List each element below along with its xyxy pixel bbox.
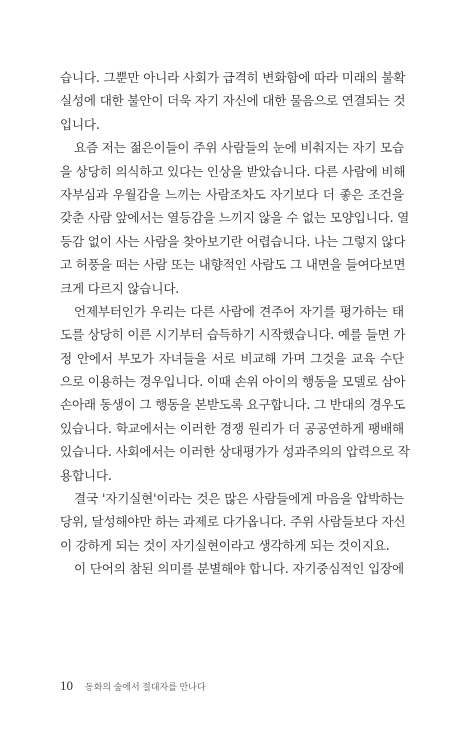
running-title: 동화의 숲에서 절대자를 만나다 bbox=[85, 682, 206, 692]
text-line: 언제부터인가 우리는 다른 사람에 견주어 자기를 평가하는 태 bbox=[74, 303, 404, 319]
text-line: 크게 다르지 않습니다. bbox=[60, 280, 180, 296]
text-line: 이 단어의 참된 의미를 분별해야 합니다. 자기중심적인 입장에 bbox=[74, 561, 404, 577]
text-line: 갖춘 사람 앞에서는 열등감을 느끼지 않을 수 없는 모양입니다. 열 bbox=[60, 210, 410, 226]
text-line: 있습니다. 사회에서는 이러한 상대평가가 성과주의의 압력으로 작 bbox=[60, 444, 410, 460]
text-line: 실성에 대한 불안이 더욱 자기 자신에 대한 물음으로 연결되는 것 bbox=[60, 93, 406, 109]
page-number: 10 bbox=[60, 678, 73, 693]
text-line: 당위, 달성해야만 하는 과제로 다가옵니다. 주위 사람들보다 자신 bbox=[60, 514, 406, 530]
text-line: 을 상당히 의식하고 있다는 인상을 받았습니다. 다른 사람에 비해 bbox=[60, 163, 406, 179]
text-line: 이 강하게 되는 것이 자기실현이라고 생각하게 되는 것이지요. bbox=[60, 537, 390, 553]
text-line: 도를 상당히 이른 시기부터 습득하기 시작했습니다. 예를 들면 가 bbox=[60, 327, 406, 343]
text-line: 용합니다. bbox=[60, 467, 112, 483]
text-line: 입니다. bbox=[60, 116, 100, 132]
text-line: 결국 '자기실현'이라는 것은 많은 사람들에게 마음을 압박하는 bbox=[74, 491, 404, 507]
text-line: 자부심과 우월감을 느끼는 사람조차도 자기보다 더 좋은 조건을 bbox=[60, 186, 404, 202]
body-text bbox=[60, 66, 410, 581]
text-line: 습니다. 그뿐만 아니라 사회가 급격히 변화함에 따라 미래의 불확 bbox=[60, 70, 406, 85]
text-line: 으로 이용하는 경우입니다. 이때 손위 아이의 행동을 모델로 삼아 bbox=[60, 374, 406, 390]
text-line: 고 허풍을 떠는 사람 또는 내향적인 사람도 그 내면을 들여다보면 bbox=[60, 257, 406, 273]
page-footer bbox=[60, 678, 206, 698]
text-line: 손아래 동생이 그 행동을 본받도록 요구합니다. 그 반대의 경우도 bbox=[60, 397, 406, 413]
text-line: 정 안에서 부모가 자녀들을 서로 비교해 가며 그것을 교육 수단 bbox=[60, 350, 404, 366]
text-line: 요즘 저는 젊은이들이 주위 사람들의 눈에 비춰지는 자기 모습 bbox=[74, 140, 404, 156]
text-line: 등감 없이 사는 사람을 찾아보기란 어렵습니다. 나는 그렇지 않다 bbox=[60, 233, 406, 249]
text-line: 있습니다. 학교에서는 이러한 경쟁 원리가 더 공공연하게 팽배해 bbox=[60, 420, 404, 436]
